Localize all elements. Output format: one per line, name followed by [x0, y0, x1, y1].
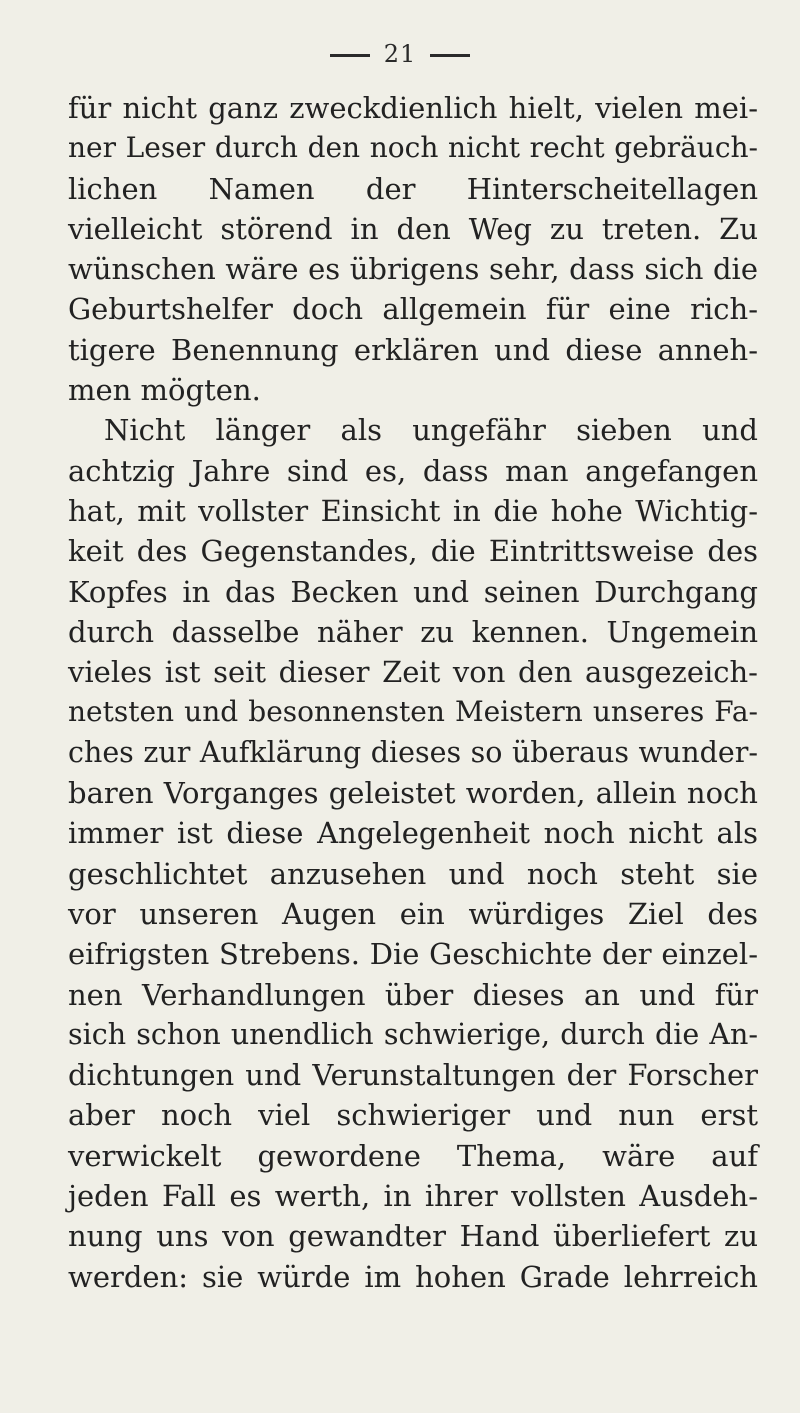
page-number: 21 — [383, 40, 417, 68]
body-text — [68, 88, 758, 1297]
text-line: wünschen wäre es übrigens sehr, dass sich die — [68, 252, 758, 287]
text-line: lichen Namen der Hinterscheitellagen — [68, 171, 758, 206]
text-line: für nicht ganz zweckdienlich hielt, vielen mei- — [68, 91, 758, 125]
text-line: vieles ist seit dieser Zeit von den ausgezeich- — [68, 655, 758, 690]
text-line: men mögten. — [68, 373, 261, 408]
text-line: eifrigsten Strebens. Die Geschichte der einzel- — [68, 937, 758, 972]
text-line: netsten und besonnensten Meistern unseres Fa- — [68, 695, 758, 729]
text-line: geschlichtet anzusehen und noch steht sie — [68, 856, 758, 891]
page-header — [0, 40, 800, 68]
text-line: Nicht länger als ungefähr sieben und — [104, 413, 758, 448]
header-dash-right — [430, 54, 470, 57]
text-line: keit des Gegenstandes, die Eintrittsweise des — [68, 534, 758, 569]
text-line: dichtungen und Verunstaltungen der Forscher — [68, 1058, 758, 1093]
text-line: Kopfes in das Becken und seinen Durchgang — [68, 574, 758, 609]
text-line: werden: sie würde im hohen Grade lehrreich — [68, 1259, 758, 1294]
text-line: hat, mit vollster Einsicht in die hohe Wichtig- — [68, 493, 758, 528]
text-line: achtzig Jahre sind es, dass man angefangen — [68, 453, 758, 488]
text-line: vielleicht störend in den Weg zu treten. Zu — [68, 211, 758, 246]
text-line: immer ist diese Angelegenheit noch nicht als — [68, 816, 758, 851]
text-line: ner Leser durch den noch nicht recht gebräuch- — [68, 131, 758, 165]
text-line: aber noch viel schwieriger und nun erst — [68, 1098, 758, 1133]
text-line: ches zur Aufklärung dieses so überaus wunder- — [68, 735, 758, 769]
text-line: vor unseren Augen ein würdiges Ziel des — [68, 896, 758, 931]
text-line: durch dasselbe näher zu kennen. Ungemein — [68, 614, 758, 649]
text-line: baren Vorganges geleistet worden, allein noch — [68, 776, 758, 811]
text-line: jeden Fall es werth, in ihrer vollsten Ausdeh- — [68, 1179, 758, 1214]
text-line: Geburtshelfer doch allgemein für eine rich- — [68, 292, 758, 327]
header-dash-left — [330, 54, 370, 57]
text-line: verwickelt gewordene Thema, wäre auf — [68, 1138, 758, 1173]
text-line: sich schon unendlich schwierige, durch die An- — [68, 1017, 758, 1051]
text-line: nung uns von gewandter Hand überliefert zu — [68, 1219, 758, 1254]
text-line: nen Verhandlungen über dieses an und für — [68, 977, 758, 1012]
text-line: tigere Benennung erklären und diese anneh- — [68, 332, 758, 367]
